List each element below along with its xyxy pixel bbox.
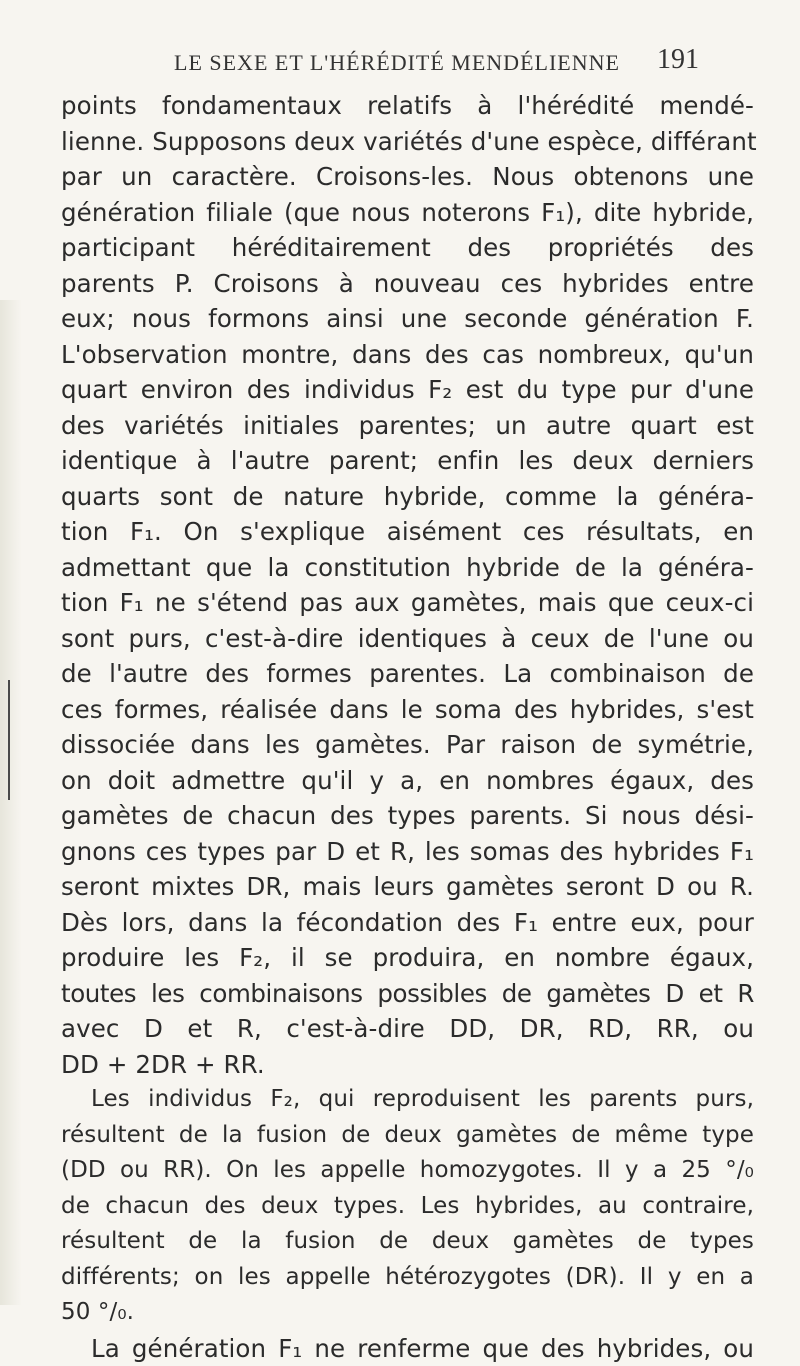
text-line: 50 °/₀. — [61, 1295, 754, 1331]
text-line: produire les F₂, il se produira, en nombre égaux, — [61, 940, 754, 976]
page-edge-shadow — [0, 300, 22, 1305]
text-line: parents P. Croisons à nouveau ces hybrides entre — [61, 266, 754, 302]
text-line: tion F₁ ne s'étend pas aux gamètes, mais que ceux-ci — [61, 585, 754, 621]
text-line: avec D et R, c'est-à-dire DD, DR, RD, RR, ou — [61, 1011, 754, 1047]
text-line: gamètes de chacun des types parents. Si nous dési- — [61, 798, 754, 834]
text-line: (DD ou RR). On les appelle homozygotes. Il y a 25 °/₀ — [61, 1153, 754, 1189]
text-line: La génération F₁ ne renferme que des hybrides, ou — [61, 1331, 754, 1366]
text-line: quart environ des individus F₂ est du type pur d'une — [61, 372, 754, 408]
text-line: de chacun des deux types. Les hybrides, au contraire, — [61, 1189, 754, 1225]
text-line: ces formes, réalisée dans le soma des hybrides, s'est — [61, 692, 754, 728]
text-line: dissociée dans les gamètes. Par raison de symétrie, — [61, 727, 754, 763]
paragraph-2 — [61, 1082, 754, 1331]
text-line: différents; on les appelle hétérozygotes (DR). Il y en a — [61, 1260, 754, 1296]
text-line: on doit admettre qu'il y a, en nombres égaux, des — [61, 763, 754, 799]
text-line: Dès lors, dans la fécondation des F₁ entre eux, pour — [61, 905, 754, 941]
text-line: sont purs, c'est-à-dire identiques à ceux de l'une ou — [61, 621, 754, 657]
text-line: points fondamentaux relatifs à l'hérédité mendé- — [61, 88, 754, 124]
text-line: Les individus F₂, qui reproduisent les parents purs, — [61, 1082, 754, 1118]
body-text — [61, 88, 754, 1366]
text-line: lienne. Supposons deux variétés d'une espèce, différant — [61, 124, 754, 160]
text-line: eux; nous formons ainsi une seconde génération F. — [61, 301, 754, 337]
text-line: toutes les combinaisons possibles de gamètes D et R — [61, 976, 754, 1012]
text-line: DD + 2DR + RR. — [61, 1047, 754, 1083]
text-line: génération filiale (que nous noterons F₁), dite hybride, — [61, 195, 754, 231]
paragraph-3 — [61, 1331, 754, 1366]
text-line: seront mixtes DR, mais leurs gamètes seront D ou R. — [61, 869, 754, 905]
text-line: par un caractère. Croisons-les. Nous obtenons une — [61, 159, 754, 195]
text-line: admettant que la constitution hybride de la généra- — [61, 550, 754, 586]
text-line: L'observation montre, dans des cas nombreux, qu'un — [61, 337, 754, 373]
text-line: des variétés initiales parentes; un autre quart est — [61, 408, 754, 444]
text-line: quarts sont de nature hybride, comme la généra- — [61, 479, 754, 515]
text-line: participant héréditairement des propriétés des — [61, 230, 754, 266]
text-line: gnons ces types par D et R, les somas des hybrides F₁ — [61, 834, 754, 870]
page-header — [0, 44, 800, 84]
text-line: résultent de la fusion de deux gamètes de même type — [61, 1118, 754, 1154]
paragraph-1 — [61, 88, 754, 1082]
text-line: de l'autre des formes parentes. La combinaison de — [61, 656, 754, 692]
page-number: 191 — [657, 44, 699, 76]
text-line: résultent de la fusion de deux gamètes de types — [61, 1224, 754, 1260]
margin-rule — [8, 680, 10, 800]
text-line: tion F₁. On s'explique aisément ces résultats, en — [61, 514, 754, 550]
running-title: LE SEXE ET L'HÉRÉDITÉ MENDÉLIENNE — [174, 50, 620, 76]
text-line: identique à l'autre parent; enfin les deux derniers — [61, 443, 754, 479]
